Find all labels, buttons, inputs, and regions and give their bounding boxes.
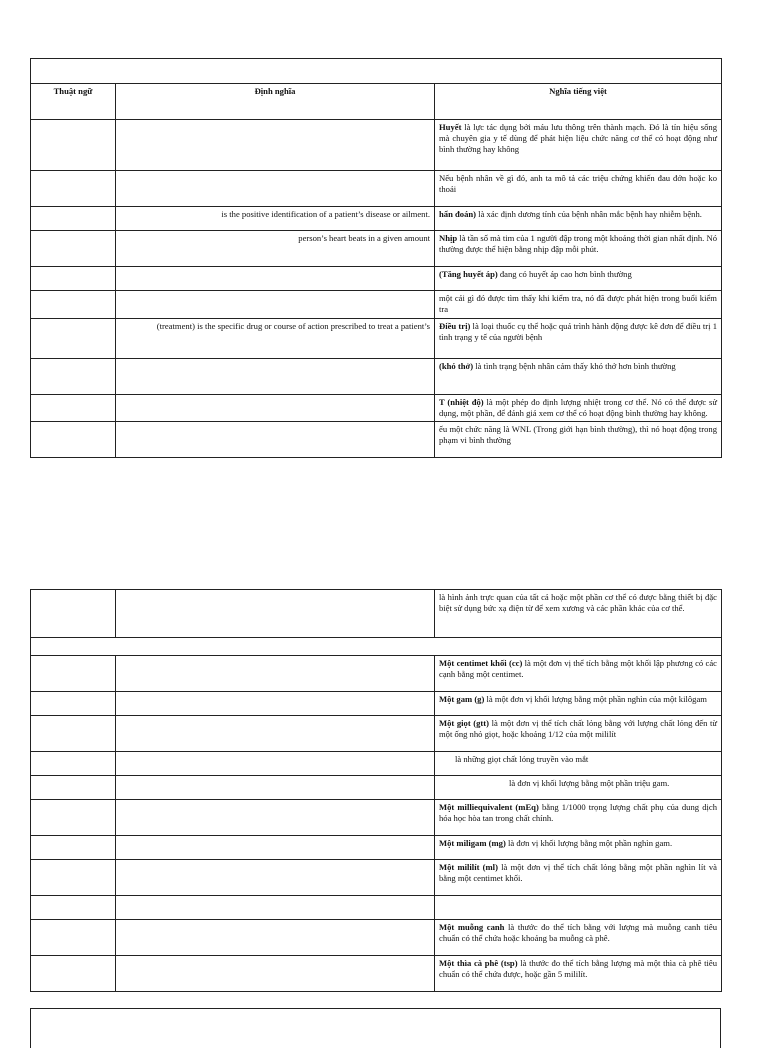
terminology-table-1: [30, 58, 722, 458]
table-row: [31, 956, 722, 992]
table-row: [31, 590, 722, 638]
table-title-row: [31, 59, 722, 84]
header-vietnamese: Nghĩa tiếng việt: [435, 84, 722, 120]
term-cell: [31, 395, 116, 422]
term-cell: [31, 207, 116, 231]
header-row: [31, 84, 722, 120]
vietnamese-cell: Một gam (g) là một đơn vị khối lượng bằng một phần nghìn của một kilôgam: [435, 692, 722, 716]
definition-cell: [116, 920, 435, 956]
vietnamese-cell: Một miligam (mg) là đơn vị khối lượng bằng một phần nghìn gam.: [435, 836, 722, 860]
definition-cell: [116, 836, 435, 860]
definition-cell: [116, 716, 435, 752]
term-cell: [31, 716, 116, 752]
definition-cell: [116, 171, 435, 207]
table-row: [31, 231, 722, 267]
table-row: [31, 800, 722, 836]
table-row: [31, 656, 722, 692]
table-row: [31, 692, 722, 716]
table-row: [31, 319, 722, 359]
table-row: [31, 359, 722, 395]
table-row: [31, 860, 722, 896]
table-row: [31, 896, 722, 920]
vietnamese-cell: là đơn vị khối lượng bằng một phần triệu gam.: [435, 776, 722, 800]
vietnamese-cell: hẩn đoán) là xác định dương tính của bệnh nhân mắc bệnh hay nhiễm bệnh.: [435, 207, 722, 231]
definition-cell: (treatment) is the specific drug or course of action prescribed to treat a patient’s: [116, 319, 435, 359]
definition-cell: [116, 956, 435, 992]
definition-cell: person’s heart beats in a given amount: [116, 231, 435, 267]
term-cell: [31, 920, 116, 956]
table-row: [31, 120, 722, 171]
definition-cell: [116, 422, 435, 458]
term-cell: [31, 692, 116, 716]
vietnamese-cell: (Tăng huyết áp) đang có huyết áp cao hơn bình thường: [435, 267, 722, 291]
term-cell: [31, 359, 116, 395]
table-row: [31, 638, 722, 656]
vietnamese-cell: T (nhiệt độ) là một phép đo định lượng nhiệt trong cơ thể. Nó có thể được sử dụng, một phần, để đánh giá xem cơ thể có hoạt động bình thường hay không.: [435, 395, 722, 422]
term-cell: [31, 752, 116, 776]
table-row: [31, 207, 722, 231]
definition-cell: is the positive identification of a patient’s disease or ailment.: [116, 207, 435, 231]
definition-cell: [116, 120, 435, 171]
vietnamese-cell: Một milliequivalent (mEq) bằng 1/1000 trọng lượng chất phụ của dung dịch hóa học hòa tan trong chất chính.: [435, 800, 722, 836]
term-cell: [31, 120, 116, 171]
vietnamese-cell: [435, 896, 722, 920]
terminology-table-2: [30, 589, 722, 992]
table-row: [31, 752, 722, 776]
table-row: [31, 395, 722, 422]
term-cell: [31, 422, 116, 458]
vietnamese-cell: ếu một chức năng là WNL (Trong giới hạn bình thường), thì nó hoạt động trong phạm vi bình thường: [435, 422, 722, 458]
vietnamese-cell: Một muỗng canh là thước đo thể tích bằng với lượng mà muỗng canh tiêu chuẩn có thể chứa hoặc khoảng ba muỗng cà phê.: [435, 920, 722, 956]
term-cell: [31, 776, 116, 800]
table-title-cell: [31, 59, 722, 84]
definition-cell: [116, 752, 435, 776]
table-row: [31, 267, 722, 291]
table-row: [31, 776, 722, 800]
definition-cell: [116, 267, 435, 291]
term-cell: [31, 656, 116, 692]
definition-cell: [116, 395, 435, 422]
table-row: [31, 920, 722, 956]
term-cell: [31, 836, 116, 860]
vietnamese-cell: là hình ảnh trực quan của tất cả hoặc một phần cơ thể có được bằng thiết bị đặc biệt sử dụng bức xạ điện từ để xem xương và các phần khác của cơ thể.: [435, 590, 722, 638]
table-row: [31, 716, 722, 752]
vietnamese-cell: Một centimet khối (cc) là một đơn vị thể tích bằng một khối lập phương có các cạnh bằng một centimet.: [435, 656, 722, 692]
definition-cell: [116, 776, 435, 800]
term-cell: [31, 956, 116, 992]
definition-cell: [116, 692, 435, 716]
term-cell: [31, 590, 116, 638]
definition-cell: [116, 656, 435, 692]
spacer-cell: [31, 638, 722, 656]
vietnamese-cell: Nhịp là tần số mà tim của 1 người đập trong một khoảng thời gian nhất định. Nó thường được thể hiện bằng nhịp đập mỗi phút.: [435, 231, 722, 267]
term-cell: [31, 171, 116, 207]
header-term: Thuật ngữ: [31, 84, 116, 120]
term-cell: [31, 291, 116, 319]
definition-cell: [116, 800, 435, 836]
next-table-top-edge: [30, 1008, 721, 1048]
vietnamese-cell: Một mililít (ml) là một đơn vị thể tích chất lỏng bằng một phần nghìn lít và bằng một centimet khối.: [435, 860, 722, 896]
definition-cell: [116, 860, 435, 896]
table-row: [31, 171, 722, 207]
definition-cell: [116, 896, 435, 920]
definition-cell: [116, 590, 435, 638]
vietnamese-cell: Một thìa cà phê (tsp) là thước đo thể tích bằng lượng mà một thìa cà phê tiêu chuẩn có thể chứa được, hoặc gần 5 mililít.: [435, 956, 722, 992]
vietnamese-cell: Huyết là lực tác dụng bởi máu lưu thông trên thành mạch. Đó là tín hiệu sống mà chuyên gia y tế dùng để phát hiện liệu chức năng cơ thể có hoạt động như bình thường hay không: [435, 120, 722, 171]
vietnamese-cell: Điều trị) là loại thuốc cụ thể hoặc quá trình hành động được kê đơn để điều trị 1 tình trạng y tế của người bệnh: [435, 319, 722, 359]
term-cell: [31, 800, 116, 836]
definition-cell: [116, 359, 435, 395]
definition-cell: [116, 291, 435, 319]
vietnamese-cell: Nếu bệnh nhân về gì đó, anh ta mô tả các triệu chứng khiến đau đớn hoặc ko thoải: [435, 171, 722, 207]
table-row: [31, 291, 722, 319]
term-cell: [31, 267, 116, 291]
vietnamese-cell: một cái gì đó được tìm thấy khi kiểm tra, nó đã được phát hiện trong buổi kiểm tra: [435, 291, 722, 319]
term-cell: [31, 319, 116, 359]
vietnamese-cell: là những giọt chất lỏng truyền vào mắt: [435, 752, 722, 776]
header-definition: Định nghĩa: [116, 84, 435, 120]
term-cell: [31, 231, 116, 267]
table-row: [31, 422, 722, 458]
term-cell: [31, 860, 116, 896]
vietnamese-cell: (khó thở) là tình trạng bệnh nhân cảm thấy khó thở hơn bình thường: [435, 359, 722, 395]
vietnamese-cell: Một giọt (gtt) là một đơn vị thể tích chất lỏng bằng với lượng chất lỏng đến từ một ống nhỏ giọt, hoặc khoảng 1/12 của một mililít: [435, 716, 722, 752]
table-row: [31, 836, 722, 860]
term-cell: [31, 896, 116, 920]
